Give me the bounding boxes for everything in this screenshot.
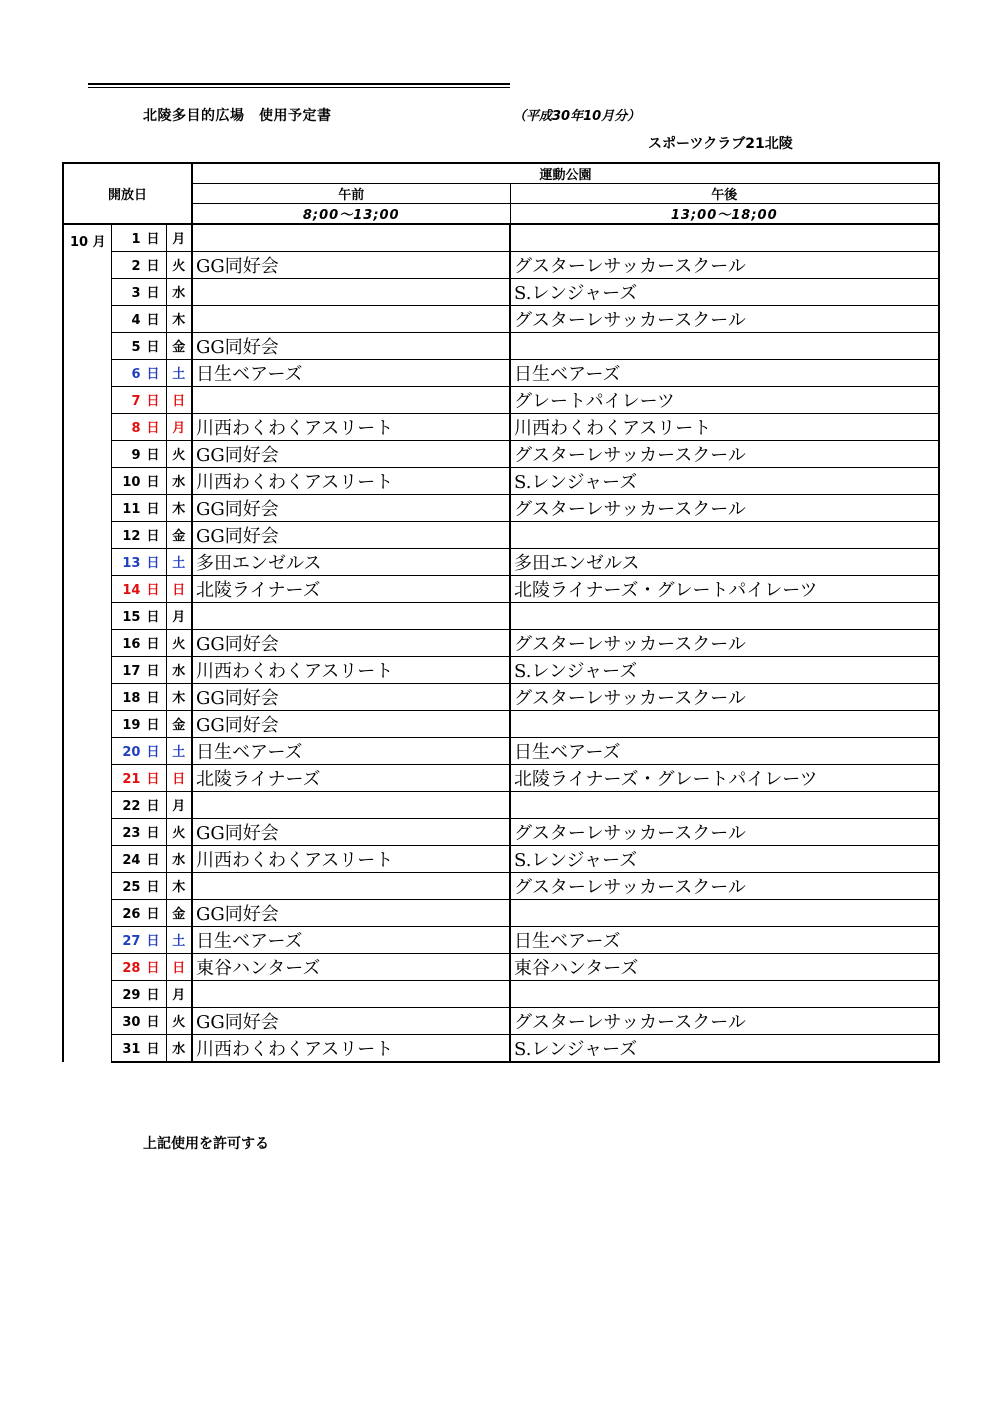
day-cell bbox=[111, 764, 166, 791]
day-suffix: 日 bbox=[146, 853, 160, 868]
weekday-cell: 月 bbox=[166, 224, 192, 251]
organization-name: スポーツクラブ21北陵 bbox=[648, 136, 793, 152]
weekday-cell: 日 bbox=[166, 764, 192, 791]
table-row bbox=[63, 575, 939, 602]
pm-booking bbox=[510, 224, 939, 251]
pm-booking bbox=[510, 791, 939, 818]
pm-booking: グスターレサッカースクール bbox=[510, 818, 939, 845]
table-row bbox=[63, 899, 939, 926]
weekday-cell: 日 bbox=[166, 953, 192, 980]
day-suffix: 日 bbox=[146, 664, 160, 679]
day-suffix: 日 bbox=[146, 745, 160, 760]
day-cell bbox=[111, 845, 166, 872]
day-number: 3 bbox=[131, 286, 141, 301]
weekday-cell: 木 bbox=[166, 872, 192, 899]
table-row bbox=[63, 629, 939, 656]
am-booking: GG同好会 bbox=[192, 683, 510, 710]
table-row bbox=[63, 332, 939, 359]
day-cell bbox=[111, 359, 166, 386]
day-cell bbox=[111, 791, 166, 818]
day-suffix: 日 bbox=[146, 556, 160, 571]
am-booking bbox=[192, 872, 510, 899]
day-suffix: 日 bbox=[146, 502, 160, 517]
pm-booking: S.レンジャーズ bbox=[510, 656, 939, 683]
day-cell bbox=[111, 926, 166, 953]
day-cell bbox=[111, 440, 166, 467]
day-suffix: 日 bbox=[146, 880, 160, 895]
am-booking: GG同好会 bbox=[192, 1007, 510, 1034]
pm-booking: 日生ベアーズ bbox=[510, 926, 939, 953]
table-row bbox=[63, 521, 939, 548]
day-number: 22 bbox=[122, 799, 141, 814]
schedule-body bbox=[63, 224, 939, 1062]
table-row bbox=[63, 791, 939, 818]
day-number: 10 bbox=[122, 475, 141, 490]
am-booking: 日生ベアーズ bbox=[192, 359, 510, 386]
am-booking: 北陵ライナーズ bbox=[192, 575, 510, 602]
day-cell bbox=[111, 872, 166, 899]
table-row bbox=[63, 872, 939, 899]
month-cell: 10 月 bbox=[63, 224, 111, 1062]
header-am: 午前 bbox=[192, 184, 510, 204]
pm-booking: グスターレサッカースクール bbox=[510, 872, 939, 899]
weekday-cell: 火 bbox=[166, 818, 192, 845]
table-row bbox=[63, 953, 939, 980]
day-cell bbox=[111, 494, 166, 521]
am-booking: GG同好会 bbox=[192, 899, 510, 926]
weekday-cell: 水 bbox=[166, 1034, 192, 1062]
pm-booking: 多田エンゼルス bbox=[510, 548, 939, 575]
day-suffix: 日 bbox=[146, 583, 160, 598]
header-rule-thin bbox=[88, 87, 510, 88]
day-cell bbox=[111, 332, 166, 359]
day-suffix: 日 bbox=[146, 232, 160, 248]
am-booking bbox=[192, 305, 510, 332]
day-cell bbox=[111, 413, 166, 440]
table-row bbox=[63, 386, 939, 413]
day-suffix: 日 bbox=[146, 448, 160, 463]
day-suffix: 日 bbox=[146, 826, 160, 841]
day-number: 9 bbox=[131, 448, 141, 463]
day-number: 23 bbox=[122, 826, 141, 841]
am-booking: 北陵ライナーズ bbox=[192, 764, 510, 791]
day-suffix: 日 bbox=[146, 529, 160, 544]
day-suffix: 日 bbox=[146, 1015, 160, 1030]
day-number: 29 bbox=[122, 988, 141, 1003]
table-row bbox=[63, 737, 939, 764]
pm-booking: 川西わくわくアスリート bbox=[510, 413, 939, 440]
weekday-cell: 火 bbox=[166, 440, 192, 467]
weekday-cell: 水 bbox=[166, 656, 192, 683]
weekday-cell: 土 bbox=[166, 359, 192, 386]
day-number: 24 bbox=[122, 853, 141, 868]
header-pm: 午後 bbox=[510, 184, 939, 204]
day-number: 2 bbox=[131, 259, 141, 274]
day-suffix: 日 bbox=[146, 691, 160, 706]
weekday-cell: 金 bbox=[166, 899, 192, 926]
day-cell bbox=[111, 737, 166, 764]
day-number: 25 bbox=[122, 880, 141, 895]
weekday-cell: 木 bbox=[166, 305, 192, 332]
pm-booking: S.レンジャーズ bbox=[510, 278, 939, 305]
day-suffix: 日 bbox=[146, 907, 160, 922]
pm-booking: S.レンジャーズ bbox=[510, 467, 939, 494]
table-row bbox=[63, 764, 939, 791]
day-number: 7 bbox=[131, 394, 141, 409]
day-suffix: 日 bbox=[146, 637, 160, 652]
weekday-cell: 木 bbox=[166, 494, 192, 521]
am-booking: GG同好会 bbox=[192, 332, 510, 359]
day-number: 14 bbox=[122, 583, 141, 598]
weekday-cell: 火 bbox=[166, 629, 192, 656]
weekday-cell: 火 bbox=[166, 251, 192, 278]
table-row bbox=[63, 278, 939, 305]
day-cell bbox=[111, 602, 166, 629]
day-number: 5 bbox=[131, 340, 141, 355]
day-cell bbox=[111, 953, 166, 980]
day-suffix: 日 bbox=[146, 988, 160, 1003]
day-number: 30 bbox=[122, 1015, 141, 1030]
day-cell bbox=[111, 629, 166, 656]
day-cell bbox=[111, 1034, 166, 1062]
weekday-cell: 水 bbox=[166, 467, 192, 494]
weekday-cell: 火 bbox=[166, 1007, 192, 1034]
am-booking: 川西わくわくアスリート bbox=[192, 1034, 510, 1062]
day-suffix: 日 bbox=[146, 772, 160, 787]
day-cell bbox=[111, 710, 166, 737]
day-suffix: 日 bbox=[146, 1042, 160, 1057]
day-suffix: 日 bbox=[146, 961, 160, 976]
pm-booking bbox=[510, 899, 939, 926]
pm-booking bbox=[510, 602, 939, 629]
day-number: 27 bbox=[122, 934, 141, 949]
header-pm-time: 13;00～18;00 bbox=[510, 204, 939, 225]
am-booking bbox=[192, 791, 510, 818]
table-row bbox=[63, 1007, 939, 1034]
table-row bbox=[63, 818, 939, 845]
day-number: 17 bbox=[122, 664, 141, 679]
day-number: 6 bbox=[131, 367, 141, 382]
day-number: 19 bbox=[122, 718, 141, 733]
weekday-cell: 日 bbox=[166, 386, 192, 413]
table-row bbox=[63, 467, 939, 494]
table-row bbox=[63, 845, 939, 872]
pm-booking bbox=[510, 332, 939, 359]
am-booking bbox=[192, 224, 510, 251]
day-cell bbox=[111, 1007, 166, 1034]
pm-booking: グスターレサッカースクール bbox=[510, 440, 939, 467]
table-row bbox=[63, 224, 939, 251]
day-cell bbox=[111, 548, 166, 575]
pm-booking: グスターレサッカースクール bbox=[510, 683, 939, 710]
header-park: 運動公園 bbox=[192, 163, 939, 184]
day-number: 18 bbox=[122, 691, 141, 706]
table-row bbox=[63, 926, 939, 953]
am-booking: GG同好会 bbox=[192, 494, 510, 521]
am-booking: 東谷ハンターズ bbox=[192, 953, 510, 980]
day-suffix: 日 bbox=[146, 421, 160, 436]
pm-booking: 日生ベアーズ bbox=[510, 737, 939, 764]
weekday-cell: 土 bbox=[166, 737, 192, 764]
am-booking: GG同好会 bbox=[192, 440, 510, 467]
pm-booking: グスターレサッカースクール bbox=[510, 629, 939, 656]
pm-booking: 日生ベアーズ bbox=[510, 359, 939, 386]
day-number: 26 bbox=[122, 907, 141, 922]
am-booking: 日生ベアーズ bbox=[192, 737, 510, 764]
pm-booking: S.レンジャーズ bbox=[510, 845, 939, 872]
am-booking bbox=[192, 386, 510, 413]
weekday-cell: 金 bbox=[166, 521, 192, 548]
day-suffix: 日 bbox=[146, 799, 160, 814]
day-cell bbox=[111, 224, 166, 251]
am-booking: GG同好会 bbox=[192, 710, 510, 737]
day-cell bbox=[111, 980, 166, 1007]
table-row bbox=[63, 413, 939, 440]
document-period: （平成30年10月分） bbox=[513, 109, 641, 124]
header-open-day: 開放日 bbox=[63, 163, 192, 224]
day-suffix: 日 bbox=[146, 475, 160, 490]
day-suffix: 日 bbox=[146, 718, 160, 733]
table-row bbox=[63, 656, 939, 683]
document-title: 北陵多目的広場 使用予定書 bbox=[143, 108, 332, 124]
day-number: 21 bbox=[122, 772, 141, 787]
am-booking: 川西わくわくアスリート bbox=[192, 413, 510, 440]
day-number: 28 bbox=[122, 961, 141, 976]
day-number: 31 bbox=[122, 1042, 141, 1057]
weekday-cell: 月 bbox=[166, 413, 192, 440]
day-cell bbox=[111, 575, 166, 602]
day-number: 16 bbox=[122, 637, 141, 652]
am-booking: GG同好会 bbox=[192, 818, 510, 845]
table-row bbox=[63, 251, 939, 278]
am-booking bbox=[192, 602, 510, 629]
pm-booking: グスターレサッカースクール bbox=[510, 251, 939, 278]
pm-booking: 北陵ライナーズ・グレートパイレーツ bbox=[510, 575, 939, 602]
day-cell bbox=[111, 278, 166, 305]
day-number: 4 bbox=[131, 313, 141, 328]
am-booking: 川西わくわくアスリート bbox=[192, 656, 510, 683]
day-number: 20 bbox=[122, 745, 141, 760]
footer-note: 上記使用を許可する bbox=[143, 1136, 269, 1152]
am-booking: GG同好会 bbox=[192, 521, 510, 548]
weekday-cell: 月 bbox=[166, 980, 192, 1007]
table-row bbox=[63, 359, 939, 386]
day-number: 15 bbox=[122, 610, 141, 625]
day-suffix: 日 bbox=[146, 394, 160, 409]
header-am-time: 8;00～13;00 bbox=[192, 204, 510, 225]
day-number: 1 bbox=[131, 232, 141, 248]
am-booking bbox=[192, 980, 510, 1007]
day-suffix: 日 bbox=[146, 259, 160, 274]
weekday-cell: 土 bbox=[166, 926, 192, 953]
pm-booking: 東谷ハンターズ bbox=[510, 953, 939, 980]
table-row bbox=[63, 683, 939, 710]
weekday-cell: 日 bbox=[166, 575, 192, 602]
weekday-cell: 水 bbox=[166, 278, 192, 305]
table-row bbox=[63, 494, 939, 521]
weekday-cell: 月 bbox=[166, 602, 192, 629]
day-suffix: 日 bbox=[146, 313, 160, 328]
day-cell bbox=[111, 818, 166, 845]
day-number: 12 bbox=[122, 529, 141, 544]
table-row bbox=[63, 602, 939, 629]
day-suffix: 日 bbox=[146, 340, 160, 355]
am-booking: 川西わくわくアスリート bbox=[192, 845, 510, 872]
pm-booking: グスターレサッカースクール bbox=[510, 494, 939, 521]
header-rule bbox=[88, 83, 510, 85]
day-cell bbox=[111, 251, 166, 278]
schedule-table bbox=[62, 162, 940, 1063]
weekday-cell: 土 bbox=[166, 548, 192, 575]
day-cell bbox=[111, 656, 166, 683]
weekday-cell: 金 bbox=[166, 332, 192, 359]
day-suffix: 日 bbox=[146, 934, 160, 949]
day-suffix: 日 bbox=[146, 286, 160, 301]
am-booking: 日生ベアーズ bbox=[192, 926, 510, 953]
am-booking: GG同好会 bbox=[192, 251, 510, 278]
day-cell bbox=[111, 683, 166, 710]
day-number: 8 bbox=[131, 421, 141, 436]
am-booking: 多田エンゼルス bbox=[192, 548, 510, 575]
day-number: 11 bbox=[122, 502, 141, 517]
table-row bbox=[63, 1034, 939, 1062]
table-row bbox=[63, 305, 939, 332]
pm-booking: 北陵ライナーズ・グレートパイレーツ bbox=[510, 764, 939, 791]
day-cell bbox=[111, 899, 166, 926]
weekday-cell: 木 bbox=[166, 683, 192, 710]
weekday-cell: 金 bbox=[166, 710, 192, 737]
day-suffix: 日 bbox=[146, 367, 160, 382]
pm-booking bbox=[510, 521, 939, 548]
table-row bbox=[63, 710, 939, 737]
pm-booking: S.レンジャーズ bbox=[510, 1034, 939, 1062]
day-number: 13 bbox=[122, 556, 141, 571]
table-row bbox=[63, 440, 939, 467]
table-row bbox=[63, 548, 939, 575]
day-cell bbox=[111, 521, 166, 548]
am-booking: GG同好会 bbox=[192, 629, 510, 656]
pm-booking bbox=[510, 980, 939, 1007]
pm-booking: グレートパイレーツ bbox=[510, 386, 939, 413]
pm-booking: グスターレサッカースクール bbox=[510, 1007, 939, 1034]
day-cell bbox=[111, 305, 166, 332]
weekday-cell: 水 bbox=[166, 845, 192, 872]
am-booking: 川西わくわくアスリート bbox=[192, 467, 510, 494]
day-suffix: 日 bbox=[146, 610, 160, 625]
pm-booking bbox=[510, 710, 939, 737]
pm-booking: グスターレサッカースクール bbox=[510, 305, 939, 332]
day-cell bbox=[111, 386, 166, 413]
am-booking bbox=[192, 278, 510, 305]
day-cell bbox=[111, 467, 166, 494]
table-row bbox=[63, 980, 939, 1007]
weekday-cell: 月 bbox=[166, 791, 192, 818]
